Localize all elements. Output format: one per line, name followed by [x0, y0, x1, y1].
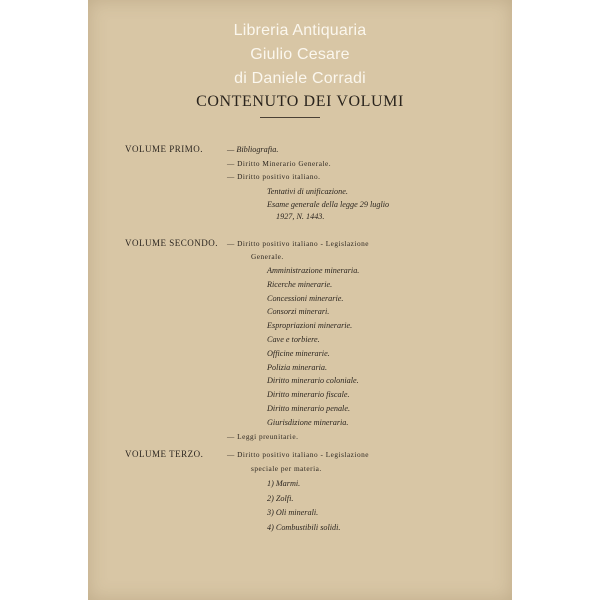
book-page: [88, 0, 512, 600]
volume-secondo-item: Diritto minerario fiscale.: [267, 390, 350, 400]
volume-secondo-item: Officine minerarie.: [267, 348, 330, 358]
volume-secondo-heading: Generale.: [251, 252, 284, 261]
volume-secondo-item: Amministrazione mineraria.: [267, 266, 360, 275]
volume-terzo-label: VOLUME TERZO.: [125, 449, 204, 459]
volume-secondo-footer: — Leggi preunitarie.: [227, 432, 299, 441]
volume-terzo-item: 1) Marmi.: [267, 479, 301, 488]
volume-secondo-label: VOLUME SECONDO.: [125, 238, 218, 248]
volume-terzo-item: 4) Combustibili solidi.: [267, 522, 341, 532]
volume-secondo-item: Giurisdizione mineraria.: [267, 417, 349, 427]
volume-secondo-item: Concessioni minerarie.: [267, 293, 344, 303]
volume-terzo-heading: — Diritto positivo italiano - Legislazione: [227, 450, 369, 459]
volume-terzo-item: 3) Oli minerali.: [267, 508, 319, 517]
watermark-line-1: Libreria Antiquaria: [233, 22, 367, 39]
volume-primo-item: — Diritto positivo italiano.: [227, 172, 321, 181]
volume-primo-item: — Diritto Minerario Generale.: [227, 159, 332, 168]
watermark-line-3: di Daniele Corradi: [234, 70, 366, 87]
volume-secondo-item: Cave e torbiere.: [267, 335, 320, 344]
volume-secondo-item: Diritto minerario coloniale.: [267, 376, 359, 386]
volume-primo-item: — Bibliografia.: [227, 145, 279, 154]
volume-primo-subitem: 1927, N. 1443.: [276, 212, 325, 221]
volume-secondo-item: Polizia mineraria.: [267, 362, 328, 372]
title-underline: [260, 117, 320, 118]
volume-primo-label: VOLUME PRIMO.: [125, 144, 204, 154]
watermark-line-2: Giulio Cesare: [250, 46, 350, 63]
volume-secondo-item: Consorzi minerari.: [267, 307, 330, 317]
volume-secondo-item: Diritto minerario penale.: [267, 404, 351, 413]
volume-secondo-item: Espropriazioni minerarie.: [267, 321, 353, 331]
volume-secondo-item: Ricerche minerarie.: [267, 279, 333, 289]
volume-primo-subitem: Esame generale della legge 29 luglio: [267, 200, 390, 209]
volume-terzo-item: 2) Zolfi.: [267, 493, 294, 503]
volume-terzo-heading: speciale per materia.: [251, 464, 322, 473]
volume-primo-subitem: Tentativi di unificazione.: [267, 187, 348, 196]
page-title: CONTENUTO DEI VOLUMI: [196, 93, 404, 110]
volume-secondo-heading: — Diritto positivo italiano - Legislazione: [227, 239, 369, 248]
